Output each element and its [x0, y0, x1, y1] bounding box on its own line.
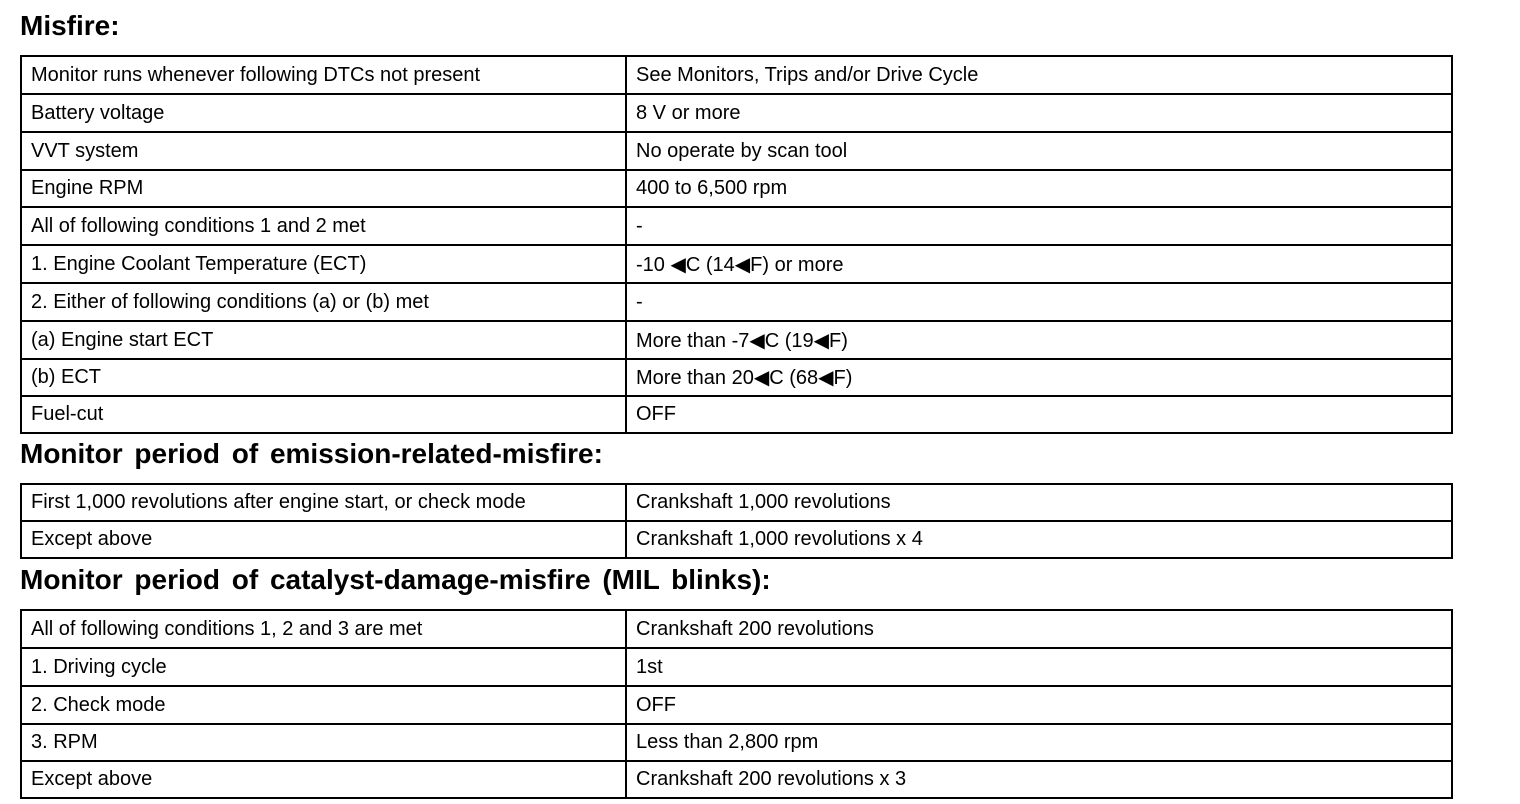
- section-heading-catalyst-damage-misfire: Monitor period of catalyst-damage-misfire (MIL blinks):: [20, 564, 771, 595]
- condition-cell: Monitor runs whenever following DTCs not present: [21, 56, 626, 94]
- condition-cell: First 1,000 revolutions after engine start, or check mode: [21, 484, 626, 521]
- table-row: [21, 724, 1452, 761]
- table-row: [21, 245, 1452, 283]
- condition-cell: Fuel-cut: [21, 396, 626, 433]
- value-cell: -10 ◀C (14◀F) or more: [626, 245, 1452, 283]
- catalyst-misfire-period-table: [20, 609, 1453, 799]
- condition-cell: All of following conditions 1, 2 and 3 are met: [21, 610, 626, 648]
- condition-cell: Except above: [21, 521, 626, 558]
- table-row: [21, 484, 1452, 521]
- value-cell: Crankshaft 1,000 revolutions: [626, 484, 1452, 521]
- condition-cell: Except above: [21, 761, 626, 798]
- condition-cell: Engine RPM: [21, 170, 626, 207]
- table-row: [21, 94, 1452, 132]
- condition-cell: 1. Engine Coolant Temperature (ECT): [21, 245, 626, 283]
- condition-cell: VVT system: [21, 132, 626, 170]
- condition-cell: (a) Engine start ECT: [21, 321, 626, 359]
- section-heading-misfire: Misfire:: [20, 10, 120, 41]
- value-cell: Less than 2,800 rpm: [626, 724, 1452, 761]
- condition-cell: Battery voltage: [21, 94, 626, 132]
- table-row: [21, 359, 1452, 396]
- table-row: [21, 56, 1452, 94]
- value-cell: 1st: [626, 648, 1452, 686]
- condition-cell: 2. Either of following conditions (a) or (b) met: [21, 283, 626, 321]
- table-row: [21, 761, 1452, 798]
- value-cell: More than -7◀C (19◀F): [626, 321, 1452, 359]
- table-row: [21, 610, 1452, 648]
- table-row: [21, 207, 1452, 245]
- table-row: [21, 283, 1452, 321]
- table-row: [21, 686, 1452, 724]
- value-cell: More than 20◀C (68◀F): [626, 359, 1452, 396]
- value-cell: See Monitors, Trips and/or Drive Cycle: [626, 56, 1452, 94]
- value-cell: OFF: [626, 396, 1452, 433]
- condition-cell: (b) ECT: [21, 359, 626, 396]
- emission-misfire-period-table: [20, 483, 1453, 559]
- table-row: [21, 521, 1452, 558]
- table-row: [21, 396, 1452, 433]
- condition-cell: 2. Check mode: [21, 686, 626, 724]
- value-cell: 400 to 6,500 rpm: [626, 170, 1452, 207]
- table-row: [21, 132, 1452, 170]
- condition-cell: All of following conditions 1 and 2 met: [21, 207, 626, 245]
- value-cell: OFF: [626, 686, 1452, 724]
- table-row: [21, 648, 1452, 686]
- condition-cell: 3. RPM: [21, 724, 626, 761]
- value-cell: Crankshaft 200 revolutions x 3: [626, 761, 1452, 798]
- table-row: [21, 170, 1452, 207]
- condition-cell: 1. Driving cycle: [21, 648, 626, 686]
- value-cell: No operate by scan tool: [626, 132, 1452, 170]
- value-cell: Crankshaft 1,000 revolutions x 4: [626, 521, 1452, 558]
- value-cell: -: [626, 207, 1452, 245]
- value-cell: -: [626, 283, 1452, 321]
- value-cell: 8 V or more: [626, 94, 1452, 132]
- table-row: [21, 321, 1452, 359]
- misfire-conditions-table: [20, 55, 1453, 434]
- section-heading-emission-related-misfire: Monitor period of emission-related-misfire:: [20, 438, 603, 469]
- value-cell: Crankshaft 200 revolutions: [626, 610, 1452, 648]
